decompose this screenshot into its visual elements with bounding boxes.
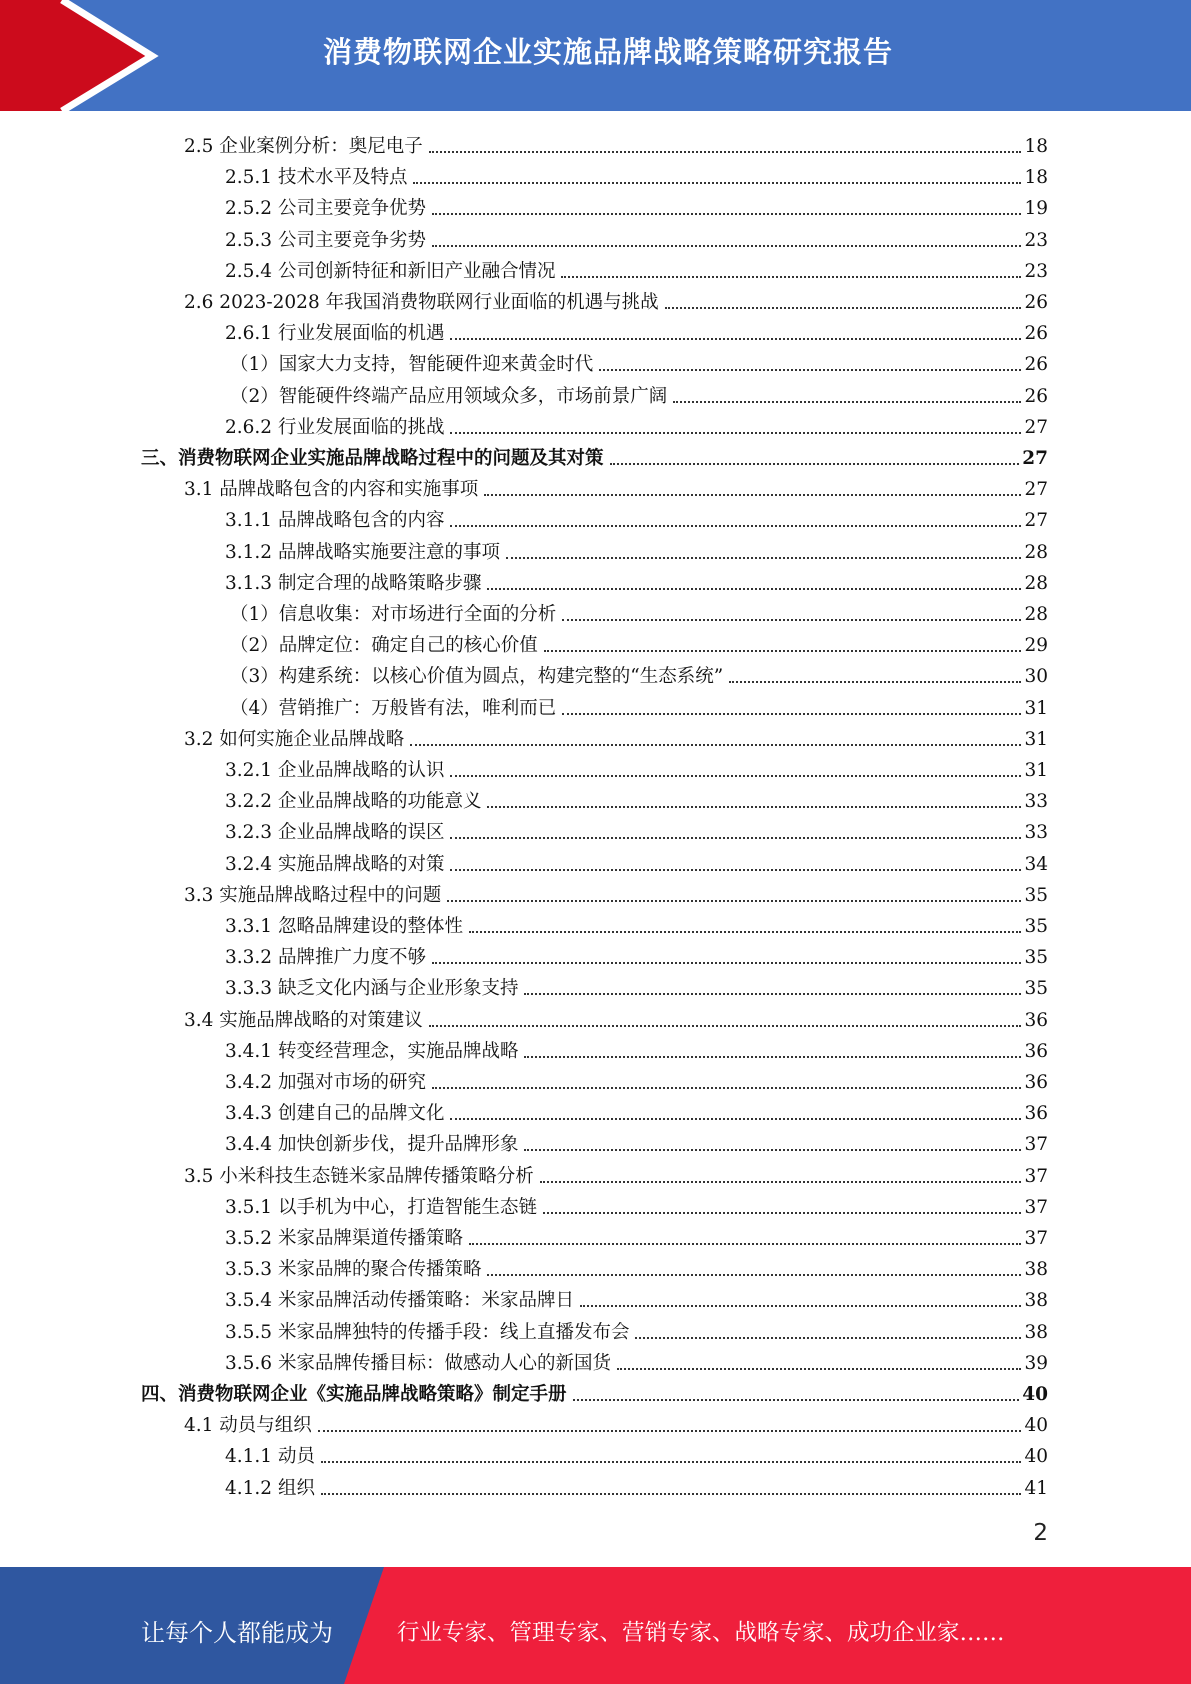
toc-entry-title: 三、消费物联网企业实施品牌战略过程中的问题及其对策 [141,448,604,469]
footer-slogan-right: 行业专家、管理专家、营销专家、战略专家、成功企业家…… [397,1620,1005,1646]
toc-entry[interactable] [225,1437,1048,1468]
toc-entry-title: 4.1.2 组织 [225,1478,315,1499]
toc-entry[interactable] [225,1313,1048,1344]
toc-entry[interactable] [225,189,1048,220]
toc-entry-title: 3.1.1 品牌战略包含的内容 [225,510,445,531]
toc-dot-leader [543,1212,1021,1214]
page-header [0,0,1191,111]
toc-entry-title: 3.2.3 企业品牌战略的误区 [225,822,445,843]
toc-dot-leader [469,931,1021,933]
toc-entry[interactable] [225,907,1048,938]
toc-dot-leader [524,993,1021,995]
toc-dot-leader [318,1430,1022,1432]
toc-entry[interactable] [184,1157,1048,1188]
toc-entry[interactable] [225,1344,1048,1375]
toc-dot-leader [635,1337,1021,1339]
toc-entry-title: 3.1.3 制定合理的战略策略步骤 [225,573,482,594]
toc-entry-title: （2）智能硬件终端产品应用领域众多，市场前景广阔 [230,386,668,407]
toc-entry-page: 29 [1024,635,1048,656]
toc-entry-page: 41 [1024,1478,1048,1499]
toc-entry-title: 3.5.6 米家品牌传播目标：做感动人心的新国货 [225,1353,611,1374]
toc-dot-leader [540,1181,1022,1183]
toc-entry[interactable] [225,1250,1048,1281]
toc-dot-leader [429,151,1022,153]
toc-entry[interactable] [225,969,1048,1000]
toc-entry[interactable] [184,283,1048,314]
toc-dot-leader [562,713,1021,715]
toc-entry[interactable] [230,345,1048,376]
toc-entry-title: 四、消费物联网企业《实施品牌战略策略》制定手册 [141,1384,567,1405]
toc-entry-page: 37 [1024,1166,1048,1187]
toc-entry-title: 3.5.2 米家品牌渠道传播策略 [225,1228,463,1249]
toc-dot-leader [450,525,1021,527]
toc-dot-leader [580,1305,1021,1307]
toc-entry-title: 3.5.5 米家品牌独特的传播手段：线上直播发布会 [225,1322,630,1343]
toc-dot-leader [487,1274,1021,1276]
toc-entry-page: 27 [1024,417,1048,438]
toc-entry[interactable] [225,1094,1048,1125]
toc-dot-leader [524,1056,1021,1058]
toc-entry[interactable] [225,314,1048,345]
toc-entry-title: 3.2.4 实施品牌战略的对策 [225,854,445,875]
toc-dot-leader [450,869,1021,871]
toc-entry-title: 3.1 品牌战略包含的内容和实施事项 [184,479,479,500]
toc-entry-page: 30 [1024,666,1048,687]
toc-entry[interactable] [184,470,1048,501]
toc-entry-title: 3.4.1 转变经营理念，实施品牌战略 [225,1041,519,1062]
toc-dot-leader [450,338,1021,340]
toc-entry-title: 2.5.3 公司主要竞争劣势 [225,230,426,251]
toc-entry[interactable] [225,813,1048,844]
toc-entry-title: （1）信息收集：对市场进行全面的分析 [230,604,557,625]
toc-entry-page: 28 [1024,573,1048,594]
toc-entry-title: 2.6.2 行业发展面临的挑战 [225,417,445,438]
toc-entry[interactable] [184,876,1048,907]
toc-dot-leader [524,1149,1021,1151]
toc-dot-leader [562,619,1021,621]
page-footer [0,1567,1191,1684]
report-title: 消费物联网企业实施品牌战略策略研究报告 [322,35,893,69]
toc-entry[interactable] [225,1469,1048,1500]
toc-entry-title: 3.5.4 米家品牌活动传播策略：米家品牌日 [225,1290,574,1311]
toc-entry[interactable] [184,720,1048,751]
toc-entry-title: 3.4.3 创建自己的品牌文化 [225,1103,445,1124]
toc-entry-title: 3.2.1 企业品牌战略的认识 [225,760,445,781]
toc-dot-leader [484,494,1021,496]
toc-dot-leader [413,182,1021,184]
toc-dot-leader [432,213,1021,215]
toc-entry-page: 38 [1024,1259,1048,1280]
toc-entry-title: 3.1.2 品牌战略实施要注意的事项 [225,542,500,563]
toc-entry-title: （3）构建系统：以核心价值为圆点，构建完整的“生态系统” [230,666,724,687]
toc-dot-leader [506,557,1021,559]
toc-entry[interactable] [225,252,1048,283]
toc-dot-leader [450,775,1021,777]
toc-dot-leader [321,1493,1022,1495]
toc-entry-title: （2）品牌定位：确定自己的核心价值 [230,635,538,656]
toc-entry-page: 33 [1024,822,1048,843]
toc-entry-title: 3.3.3 缺乏文化内涵与企业形象支持 [225,978,519,999]
toc-entry-page: 36 [1024,1072,1048,1093]
toc-entry-title: （4）营销推广：万般皆有法，唯利而已 [230,698,557,719]
toc-entry-page: 39 [1024,1353,1048,1374]
toc-entry[interactable] [225,1188,1048,1219]
toc-entry-title: 3.2.2 企业品牌战略的功能意义 [225,791,482,812]
toc-entry[interactable] [225,938,1048,969]
toc-entry-page: 38 [1024,1290,1048,1311]
toc-entry[interactable] [230,626,1048,657]
toc-dot-leader [544,650,1022,652]
toc-entry[interactable] [225,221,1048,252]
toc-entry[interactable] [184,1001,1048,1032]
toc-dot-leader [450,1118,1021,1120]
toc-entry-page: 36 [1024,1041,1048,1062]
toc-dot-leader [447,900,1021,902]
toc-dot-leader [610,463,1020,465]
toc-dot-leader [599,369,1021,371]
toc-dot-leader [665,307,1022,309]
toc-entry-title: 2.5.4 公司创新特征和新旧产业融合情况 [225,261,556,282]
toc-entry-page: 36 [1024,1010,1048,1031]
toc-entry-page: 19 [1024,198,1048,219]
toc-entry-title: 4.1.1 动员 [225,1446,315,1467]
toc-entry[interactable] [225,1219,1048,1250]
toc-entry[interactable] [225,1032,1048,1063]
toc-entry[interactable] [230,595,1048,626]
toc-entry-page: 31 [1024,698,1048,719]
toc-entry-page: 31 [1024,760,1048,781]
toc-entry-page: 38 [1024,1322,1048,1343]
toc-entry-title: 3.3 实施品牌战略过程中的问题 [184,885,442,906]
toc-entry-page: 35 [1024,885,1048,906]
toc-entry[interactable] [225,501,1048,532]
toc-entry-title: 2.5.1 技术水平及特点 [225,167,408,188]
footer-slogan-left: 让每个人都能成为 [141,1619,333,1647]
toc-entry-title: 2.6 2023-2028 年我国消费物联网行业面临的机遇与挑战 [184,292,659,313]
toc-entry-page: 34 [1024,854,1048,875]
toc-entry[interactable] [230,377,1048,408]
toc-entry-page: 37 [1024,1134,1048,1155]
toc-entry-page: 27 [1022,448,1048,469]
toc-entry[interactable] [225,1063,1048,1094]
toc-entry-page: 37 [1024,1228,1048,1249]
toc-entry-page: 37 [1024,1197,1048,1218]
toc-dot-leader [487,806,1021,808]
toc-entry[interactable] [184,127,1048,158]
toc-entry-page: 26 [1024,323,1048,344]
toc-dot-leader [450,432,1021,434]
toc-entry-page: 27 [1024,479,1048,500]
toc-entry-page: 27 [1024,510,1048,531]
toc-entry-title: 3.4 实施品牌战略的对策建议 [184,1010,423,1031]
toc-dot-leader [429,1025,1022,1027]
toc-entry-page: 40 [1024,1415,1048,1436]
toc-entry-page: 28 [1024,604,1048,625]
toc-entry-title: 2.5 企业案例分析：奥尼电子 [184,136,423,157]
toc-dot-leader [410,744,1021,746]
toc-entry-title: 2.6.1 行业发展面临的机遇 [225,323,445,344]
toc-dot-leader [573,1399,1020,1401]
toc-entry-title: 3.5.3 米家品牌的聚合传播策略 [225,1259,482,1280]
toc-entry[interactable] [225,782,1048,813]
toc-entry-page: 23 [1024,230,1048,251]
toc-entry[interactable] [184,1406,1048,1437]
toc-entry[interactable] [225,751,1048,782]
toc-entry-page: 23 [1024,261,1048,282]
toc-entry-title: 3.2 如何实施企业品牌战略 [184,729,405,750]
toc-dot-leader [432,962,1021,964]
toc-entry-title: 3.5.1 以手机为中心，打造智能生态链 [225,1197,537,1218]
toc-entry-page: 35 [1024,978,1048,999]
toc-entry-title: （1）国家大力支持，智能硬件迎来黄金时代 [230,354,594,375]
toc-entry-page: 26 [1024,386,1048,407]
toc-entry-title: 3.4.2 加强对市场的研究 [225,1072,426,1093]
toc-entry-page: 36 [1024,1103,1048,1124]
toc-dot-leader [432,1087,1021,1089]
toc-entry[interactable] [225,408,1048,439]
toc-entry-title: 3.4.4 加快创新步伐，提升品牌形象 [225,1134,519,1155]
toc-entry-page: 33 [1024,791,1048,812]
toc-dot-leader [469,1243,1021,1245]
toc-chapter-entry[interactable] [141,1375,1048,1406]
toc-entry-title: 3.3.2 品牌推广力度不够 [225,947,426,968]
toc-entry-title: 3.5 小米科技生态链米家品牌传播策略分析 [184,1166,534,1187]
toc-dot-leader [321,1461,1022,1463]
toc-dot-leader [729,681,1021,683]
toc-dot-leader [450,837,1021,839]
page-number: 2 [1033,1520,1048,1546]
toc-entry[interactable] [225,533,1048,564]
toc-entry-page: 18 [1024,136,1048,157]
toc-entry-page: 35 [1024,947,1048,968]
toc-entry-page: 26 [1024,354,1048,375]
toc-dot-leader [617,1368,1021,1370]
toc-dot-leader [673,401,1021,403]
toc-entry-page: 26 [1024,292,1048,313]
toc-dot-leader [432,245,1021,247]
toc-entry-title: 2.5.2 公司主要竞争优势 [225,198,426,219]
toc-entry-title: 3.3.1 忽略品牌建设的整体性 [225,916,463,937]
toc-chapter-entry[interactable] [141,439,1048,470]
toc-entry[interactable] [230,657,1048,688]
toc-entry[interactable] [225,845,1048,876]
toc-entry-page: 28 [1024,542,1048,563]
toc-entry[interactable] [225,1125,1048,1156]
toc-entry-page: 31 [1024,729,1048,750]
toc-entry-page: 35 [1024,916,1048,937]
toc-dot-leader [487,588,1021,590]
toc-dot-leader [561,276,1021,278]
toc-entry-page: 40 [1024,1446,1048,1467]
toc-entry[interactable] [225,158,1048,189]
toc-entry[interactable] [225,1281,1048,1312]
toc-entry[interactable] [230,689,1048,720]
toc-entry-page: 40 [1022,1384,1048,1405]
toc-entry[interactable] [225,564,1048,595]
toc-entry-page: 18 [1024,167,1048,188]
toc-entry-title: 4.1 动员与组织 [184,1415,312,1436]
